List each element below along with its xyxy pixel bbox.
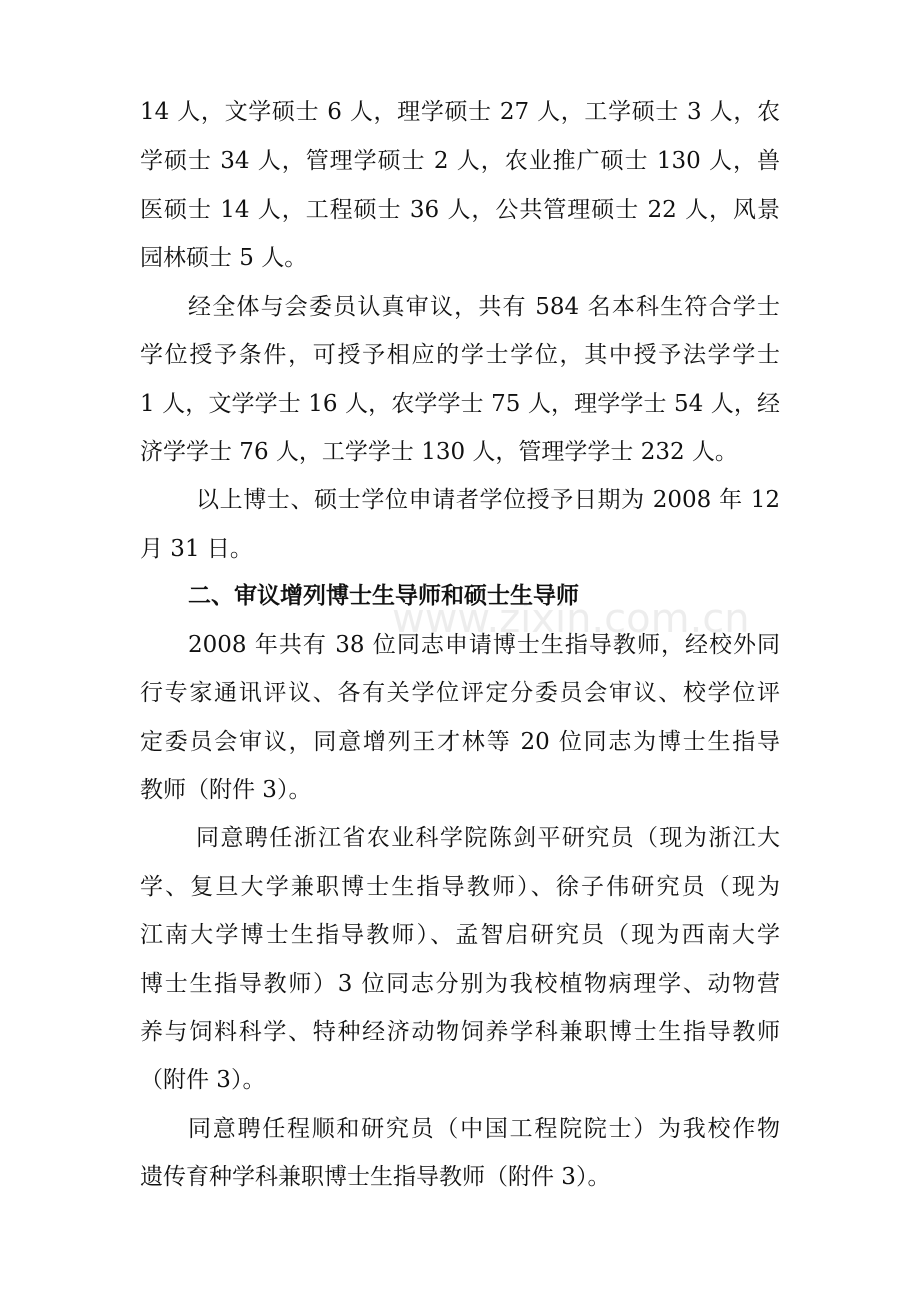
text-line: 学位授予条件，可授予相应的学士学位，其中授予法学学士 xyxy=(140,342,780,368)
text-line: 博士生指导教师）3 位同志分别为我校植物病理学、动物营 xyxy=(140,971,780,997)
text-line: 行专家通讯评议、各有关学位评定分委员会审议、校学位评 xyxy=(140,680,780,706)
text-line: 同意聘任浙江省农业科学院陈剑平研究员（现为浙江大 xyxy=(196,825,780,851)
text-line: 定委员会审议，同意增列王才林等 20 位同志为博士生指导 xyxy=(140,729,780,755)
watermark: www.zixin.com.cn xyxy=(392,596,750,642)
text-line: 14 人，文学硕士 6 人，理学硕士 27 人，工学硕士 3 人，农 xyxy=(140,99,780,125)
text-line: 养与饲料科学、特种经济动物饲养学科兼职博士生指导教师 xyxy=(140,1019,780,1045)
text-line: 济学学士 76 人，工学学士 130 人，管理学学士 232 人。 xyxy=(140,439,738,465)
text-line: 遗传育种学科兼职博士生指导教师（附件 3）。 xyxy=(140,1164,611,1190)
text-line: （附件 3）。 xyxy=(140,1067,266,1093)
text-line: 教师（附件 3）。 xyxy=(140,777,312,803)
text-line: 2008 年共有 38 位同志申请博士生指导教师，经校外同 xyxy=(188,632,780,658)
text-line: 经全体与会委员认真审议，共有 584 名本科生符合学士 xyxy=(188,294,780,320)
text-line: 江南大学博士生指导教师）、孟智启研究员（现为西南大学 xyxy=(140,922,780,948)
text-line: 月 31 日。 xyxy=(140,536,253,562)
text-line: 医硕士 14 人，工程硕士 36 人，公共管理硕士 22 人，风景 xyxy=(140,197,780,223)
text-line: 以上博士、硕士学位申请者学位授予日期为 2008 年 12 xyxy=(196,487,780,513)
text-line: 学硕士 34 人，管理学硕士 2 人，农业推广硕士 130 人，兽 xyxy=(140,148,780,174)
text-line: 园林硕士 5 人。 xyxy=(140,245,308,271)
section-heading: 二、审议增列博士生导师和硕士生导师 xyxy=(188,583,579,609)
text-line: 学、复旦大学兼职博士生指导教师）、徐子伟研究员（现为 xyxy=(140,874,780,900)
text-line: 同意聘任程顺和研究员（中国工程院院士）为我校作物 xyxy=(188,1116,780,1142)
text-line: 1 人，文学学士 16 人，农学学士 75 人，理学学士 54 人，经 xyxy=(140,391,780,417)
